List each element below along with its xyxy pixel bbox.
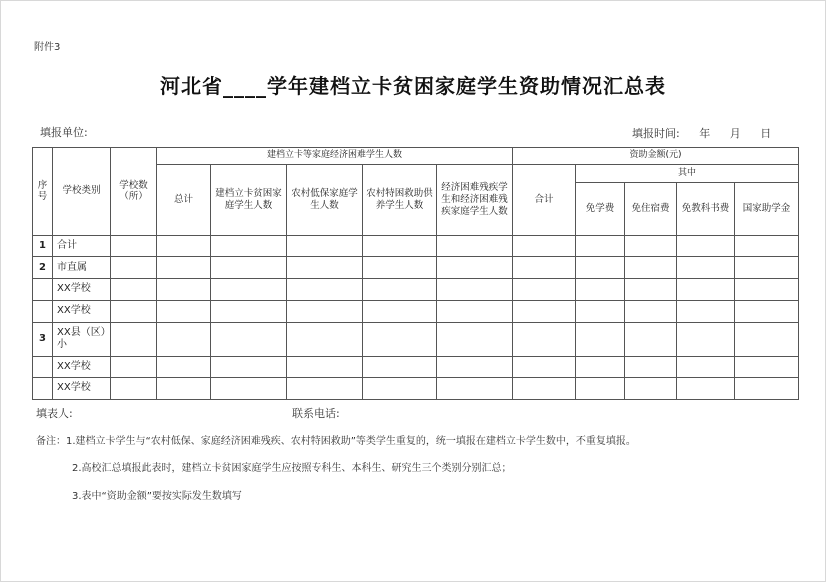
table-row — [33, 300, 799, 322]
row-seq — [33, 279, 53, 301]
cell[interactable] — [677, 235, 735, 257]
header-grant: 国家助学金 — [735, 183, 799, 236]
cell[interactable] — [211, 235, 287, 257]
cell[interactable] — [287, 279, 363, 301]
cell[interactable] — [735, 235, 799, 257]
cell[interactable] — [157, 257, 211, 279]
cell[interactable] — [437, 378, 513, 400]
cell[interactable] — [363, 322, 437, 356]
cell[interactable] — [287, 356, 363, 378]
fill-time-label: 填报时间: 年 月 日 — [632, 127, 772, 140]
cell[interactable] — [157, 235, 211, 257]
cell[interactable] — [437, 279, 513, 301]
row-seq — [33, 300, 53, 322]
table-row — [33, 322, 799, 356]
cell[interactable] — [157, 356, 211, 378]
table-row — [33, 279, 799, 301]
note-1: 备注：1.建档立卡学生与“农村低保、家庭经济困难残疾、农村特困救助”等类学生重复的，统一填报在建档立卡学生数中，不重复填报。 — [36, 436, 636, 447]
cell[interactable] — [513, 300, 576, 322]
row-school-type: XX学校 — [53, 356, 111, 378]
cell[interactable] — [513, 356, 576, 378]
header-amount-total: 合计 — [513, 164, 576, 235]
header-lodging: 免住宿费 — [625, 183, 677, 236]
cell[interactable] — [677, 322, 735, 356]
header-school-count: 学校数（所） — [111, 148, 157, 236]
cell[interactable] — [111, 300, 157, 322]
header-textbook: 免教科书费 — [677, 183, 735, 236]
header-group-students: 建档立卡等家庭经济困难学生人数 — [157, 148, 513, 165]
cell[interactable] — [211, 322, 287, 356]
cell[interactable] — [363, 356, 437, 378]
cell[interactable] — [625, 322, 677, 356]
table-row — [33, 378, 799, 400]
phone-label: 联系电话: — [292, 407, 340, 420]
cell[interactable] — [576, 378, 625, 400]
table-row — [33, 257, 799, 279]
cell[interactable] — [677, 378, 735, 400]
row-school-type: XX学校 — [53, 279, 111, 301]
attachment-label: 附件3 — [34, 42, 61, 53]
cell[interactable] — [513, 322, 576, 356]
header-jd-students: 建档立卡贫困家庭学生人数 — [211, 164, 287, 235]
header-group-amount: 资助金额(元) — [513, 148, 799, 165]
cell[interactable] — [111, 378, 157, 400]
cell[interactable] — [513, 279, 576, 301]
cell[interactable] — [287, 235, 363, 257]
cell[interactable] — [513, 378, 576, 400]
header-dibao-students: 农村低保家庭学生人数 — [287, 164, 363, 235]
cell[interactable] — [513, 257, 576, 279]
row-school-type: XX学校 — [53, 300, 111, 322]
header-disabled-students: 经济困难残疾学生和经济困难残疾家庭学生人数 — [437, 164, 513, 235]
cell[interactable] — [363, 257, 437, 279]
header-total: 总计 — [157, 164, 211, 235]
cell[interactable] — [625, 378, 677, 400]
cell[interactable] — [363, 279, 437, 301]
row-seq: 3 — [33, 322, 53, 356]
cell[interactable] — [576, 279, 625, 301]
cell[interactable] — [576, 300, 625, 322]
summary-table — [32, 147, 799, 400]
row-seq: 1 — [33, 235, 53, 257]
cell[interactable] — [576, 322, 625, 356]
page-title: 河北省____学年建档立卡贫困家庭学生资助情况汇总表 — [160, 74, 666, 98]
cell[interactable] — [211, 257, 287, 279]
cell[interactable] — [437, 300, 513, 322]
cell[interactable] — [363, 378, 437, 400]
cell[interactable] — [625, 257, 677, 279]
table-row — [33, 235, 799, 257]
header-of-which: 其中 — [576, 164, 799, 183]
cell[interactable] — [111, 279, 157, 301]
cell[interactable] — [625, 279, 677, 301]
cell[interactable] — [211, 356, 287, 378]
row-seq — [33, 378, 53, 400]
row-school-type: 合计 — [53, 235, 111, 257]
cell[interactable] — [437, 257, 513, 279]
cell[interactable] — [437, 356, 513, 378]
table-row — [33, 356, 799, 378]
cell[interactable] — [211, 378, 287, 400]
cell[interactable] — [287, 257, 363, 279]
cell[interactable] — [437, 235, 513, 257]
cell[interactable] — [513, 235, 576, 257]
cell[interactable] — [625, 356, 677, 378]
header-seq: 序号 — [33, 148, 53, 236]
header-school-type: 学校类别 — [53, 148, 111, 236]
header-tekun-students: 农村特困救助供养学生人数 — [363, 164, 437, 235]
cell[interactable] — [111, 322, 157, 356]
cell[interactable] — [111, 235, 157, 257]
cell[interactable] — [625, 300, 677, 322]
note-3: 3.表中“资助金额”要按实际发生数填写 — [72, 491, 242, 502]
row-school-type: 市直属 — [53, 257, 111, 279]
cell[interactable] — [677, 257, 735, 279]
row-seq — [33, 356, 53, 378]
cell[interactable] — [735, 378, 799, 400]
cell[interactable] — [625, 235, 677, 257]
cell[interactable] — [677, 279, 735, 301]
row-school-type: XX学校 — [53, 378, 111, 400]
cell[interactable] — [211, 300, 287, 322]
cell[interactable] — [211, 279, 287, 301]
cell[interactable] — [157, 378, 211, 400]
cell[interactable] — [157, 279, 211, 301]
cell[interactable] — [363, 235, 437, 257]
cell[interactable] — [437, 322, 513, 356]
cell[interactable] — [111, 257, 157, 279]
cell[interactable] — [677, 356, 735, 378]
cell[interactable] — [735, 300, 799, 322]
row-school-type: XX县（区）小 — [53, 322, 111, 356]
cell[interactable] — [157, 300, 211, 322]
cell[interactable] — [735, 257, 799, 279]
note-2: 2.高校汇总填报此表时，建档立卡贫困家庭学生应按照专科生、本科生、研究生三个类别分别汇总； — [72, 463, 512, 474]
cell[interactable] — [576, 235, 625, 257]
fill-unit-label: 填报单位: — [40, 126, 88, 139]
filler-label: 填表人: — [36, 407, 73, 420]
cell[interactable] — [576, 257, 625, 279]
cell[interactable] — [287, 322, 363, 356]
cell[interactable] — [735, 322, 799, 356]
header-row-1 — [33, 148, 799, 165]
cell[interactable] — [576, 356, 625, 378]
cell[interactable] — [363, 300, 437, 322]
cell[interactable] — [287, 300, 363, 322]
header-tuition: 免学费 — [576, 183, 625, 236]
row-seq: 2 — [33, 257, 53, 279]
cell[interactable] — [157, 322, 211, 356]
cell[interactable] — [677, 300, 735, 322]
cell[interactable] — [735, 356, 799, 378]
cell[interactable] — [735, 279, 799, 301]
cell[interactable] — [287, 378, 363, 400]
cell[interactable] — [111, 356, 157, 378]
